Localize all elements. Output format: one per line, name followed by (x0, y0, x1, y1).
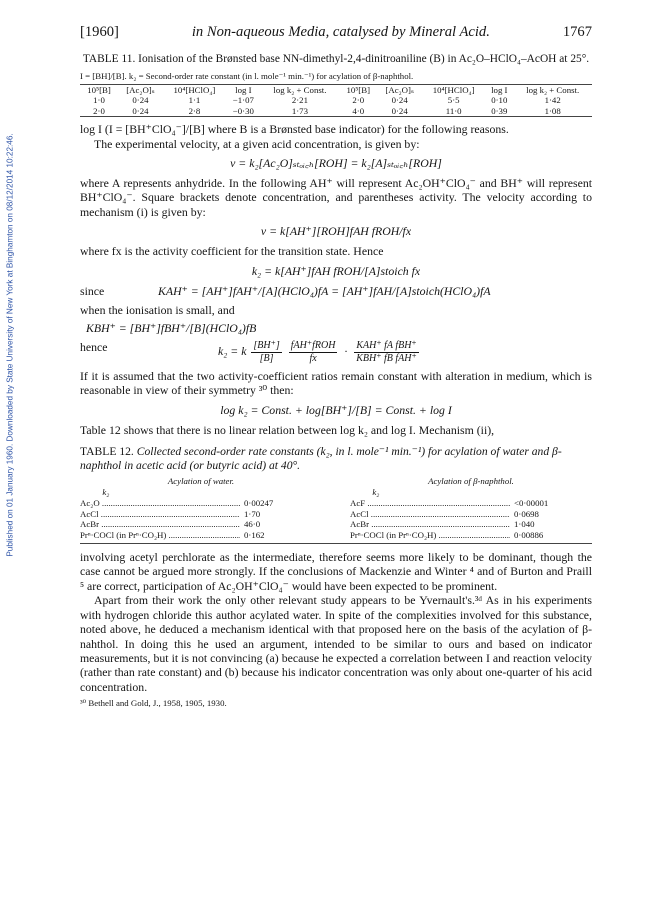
table-cell: 1·08 (544, 105, 561, 116)
k-header-row (350, 487, 592, 498)
table12 (80, 476, 592, 544)
table11-header: log I (491, 85, 508, 95)
paragraph: Table 12 shows that there is no linear relation between log k₂ and log I. Mechanism (ii), (80, 422, 495, 437)
table-cell: 0·39 (491, 105, 508, 116)
header-page-number: 1767 (562, 24, 592, 40)
equation-row (80, 321, 592, 336)
table-row (350, 519, 592, 530)
table-cell: 2·8 (188, 105, 201, 116)
paragraph: involving acetyl perchlorate as the intermediate, therefore seems more likely to be dominant, though the case cannot be argued more strongly. If the conclusions of Mackenzie and Winter ⁴ and of Burton and Praill ⁵ are correct, participation of Ac₂OH⁺ClO₄⁻ would have been expected to be prominent. (80, 550, 592, 593)
numerator: KAH⁺ fA fBH⁺ (356, 340, 417, 352)
table-row (80, 509, 322, 520)
reagent-name: Prⁿ·COCl (in Prⁿ·CO₂H) ..... (80, 530, 240, 541)
table-row (350, 498, 592, 509)
equation: KAH⁺ = [AH⁺]fAH⁺/[A](HClO₄)fA = [AH⁺]fAH/[A]stoich(HClO₄)fA (158, 283, 491, 298)
reagent-name: AcCl ..... (80, 509, 240, 520)
table-cell: 0·24 (391, 95, 408, 106)
table11-header: 10⁴[HClO₄] (432, 85, 475, 95)
header-year: [1960] (80, 24, 119, 40)
table11-header: 10⁵[B] (346, 85, 371, 95)
rate-constant: 0·0698 (514, 508, 539, 519)
table12-caption (80, 445, 592, 473)
table-cell: 11·0 (445, 105, 462, 116)
reagent-name: AcF ..... (350, 498, 510, 509)
reagent-name: AcBr ..... (80, 519, 240, 530)
table11-note: I = [BH]/[B]. k₂ = Second-order rate constant (in l. mole⁻¹ min.⁻¹) for acylation of β-naphthol. (80, 71, 592, 85)
reagent-name: Ac₂O ..... (80, 498, 240, 509)
table-cell: 0·10 (491, 95, 508, 106)
table12-right-column (350, 476, 592, 541)
table-cell: 2·0 (352, 95, 365, 106)
table-cell: 5·5 (447, 95, 460, 106)
fraction (251, 340, 281, 365)
table11-header: log k₂ + Const. (526, 85, 580, 95)
table-cell: 2·0 (93, 105, 105, 116)
equation: v = k[AH⁺][ROH]fAH fROH/fx (260, 224, 412, 239)
paragraph: where fx is the activity coefficient for the transition state. Hence (80, 244, 384, 259)
table-row (80, 95, 592, 105)
denominator: KBH⁺ fB fAH⁺ (356, 353, 417, 365)
table-cell: 0·24 (132, 95, 149, 106)
equation-row (80, 284, 592, 299)
paragraph: Apart from their work the only other relevant study appears to be Yvernault's.³ᵈ As in his experiments with hydrogen chloride this author acylated water. In spite of the complexities involved for this substance, noted above, he deduced a mechanism identical with that proposed here on the basis of the acylation of β-nahthol. In doing this he used an argument, intended to be similar to ours and based on indicator measurements, but it is not convincing (a) because he expected a correlation between I and reaction velocity (rather than rate constant) and (b) because his indicator concentration was only about one-quarter of his acid concentration. (80, 593, 592, 694)
numerator: fAH⁺fROH (290, 340, 336, 352)
paragraph: where A represents anhydride. In the following AH⁺ will represent Ac₂OH⁺ClO₄⁻ and BH⁺ will represent BH⁺ClO₄⁻. Square brackets denote concentration, and parentheses activity. The velocity according to mechanism (i) is given by: (80, 176, 592, 219)
table-cell: 0·24 (132, 105, 149, 116)
reagent-name: AcBr ..... (350, 519, 510, 530)
table-row (350, 509, 592, 520)
equation-row (80, 340, 592, 365)
equation: k₂ = k[AH⁺]fAH fROH/[A]stoich fx (251, 263, 421, 278)
table-cell: 1·42 (544, 95, 561, 106)
equation: v = k₂[Ac₂O]ₛₜₒᵢ꜀ₕ[ROH] = k₂[A]ₛₜₒᵢ꜀ₕ[ROH] (230, 156, 442, 171)
table11-caption: TABLE 11. Ionisation of the Brønsted base NN-dimethyl-2,4-dinitroaniline (B) in Ac₂O–HClO₄–AcOH at 25°. (82, 53, 590, 65)
equation-label: since (80, 283, 105, 298)
table11-header-row (80, 85, 592, 95)
paragraph: when the ionisation is small, and (80, 302, 235, 317)
table-cell: −1·07 (232, 95, 254, 106)
fraction (354, 340, 418, 365)
rate-constant: 0·00247 (244, 497, 274, 508)
table11-header: [Ac₂O]ₛ (385, 85, 414, 95)
rate-constant: 0·00886 (514, 530, 544, 541)
running-header (80, 24, 592, 46)
table-row (80, 519, 322, 530)
table-row (80, 530, 322, 541)
table12-label: TABLE 12. (80, 445, 134, 459)
reagent-name: Prⁿ·COCl (in Prⁿ·CO₂H) ..... (350, 530, 510, 541)
header-title: in Non-aqueous Media, catalysed by Mineral Acid. (191, 24, 490, 40)
equation: log k₂ = Const. + log[BH⁺]/[B] = Const. + log I (220, 402, 452, 417)
rate-constant: 1·040 (514, 519, 535, 530)
paragraph: The experimental velocity, at a given acid concentration, is given by: (94, 136, 420, 151)
denominator: [B] (259, 353, 274, 365)
table-cell: 4·0 (352, 105, 365, 116)
table11-header: 10⁵[B] (87, 85, 111, 95)
table11-header: log k₂ + Const. (273, 85, 327, 95)
table-cell: 1·1 (188, 95, 201, 106)
paper-page (80, 24, 592, 709)
rate-constant: 0·162 (244, 530, 265, 541)
paragraph: log I (I = [BH⁺ClO₄⁻]/[B] where B is a Brønsted base indicator) for the following reasons. (80, 122, 509, 137)
numerator: [BH⁺] (253, 340, 280, 352)
rate-constant: 46·0 (244, 519, 261, 530)
table12-left-column (80, 476, 322, 541)
table-row (80, 106, 592, 117)
k-header: k₂ (372, 487, 380, 498)
table-row (350, 530, 592, 541)
column-heading: Acylation of water. (167, 476, 235, 487)
table-cell: −0·30 (232, 105, 254, 116)
fraction (289, 340, 338, 365)
download-watermark (0, 0, 20, 912)
download-notice: Published on 01 January 1960. Downloaded by State University of New York at Binghamton on 08/12/2014 10:22:46. (5, 133, 15, 557)
reagent-name: AcCl ..... (350, 509, 510, 520)
equation-label: hence (80, 340, 108, 355)
footnote: ³⁰ Bethell and Gold, J., 1958, 1905, 1930. (80, 698, 227, 709)
equation: k₂ = k $\frac{[BH^+]}{[B]}$ $\frac{\text{fAH⁺fROH}}{fx}$ · $\frac{\text{KAH⁺ fA fBH⁺}}{\text{KBH⁺ fB fAH⁺}}$ (218, 340, 417, 365)
equation-part: k₂ = k (218, 344, 247, 359)
equation: KBH⁺ = [BH⁺]fBH⁺/[B](HClO₄)fB (86, 321, 257, 336)
rate-constant: <0·00001 (514, 497, 549, 508)
denominator: fx (309, 353, 317, 365)
table-cell: 0·24 (391, 105, 408, 116)
table11-header: 10⁴[HClO₄] (173, 85, 216, 95)
rate-constant: 1·70 (244, 508, 261, 519)
table11-header: log I (235, 85, 252, 95)
table-cell: 1·0 (93, 95, 105, 106)
table12-title: Collected second-order rate constants (k₂, in l. mole⁻¹ min.⁻¹) for acylation of water and β-naphthol in acetic acid (or butyric acid) at 40°. (80, 445, 562, 473)
paragraph: If it is assumed that the two activity-coefficient ratios remain constant with alteration in medium, which is reasonable in view of their symmetry ³⁰ then: (80, 369, 592, 398)
table11 (80, 85, 592, 117)
table-row (80, 498, 322, 509)
k-header-row (80, 487, 322, 498)
table-cell: 2·21 (291, 95, 308, 106)
column-heading: Acylation of β-naphthol. (428, 476, 514, 487)
k-header: k₂ (102, 487, 110, 498)
table11-header: [Ac₂O]ₛ (126, 85, 155, 95)
table-cell: 1·73 (291, 105, 308, 116)
